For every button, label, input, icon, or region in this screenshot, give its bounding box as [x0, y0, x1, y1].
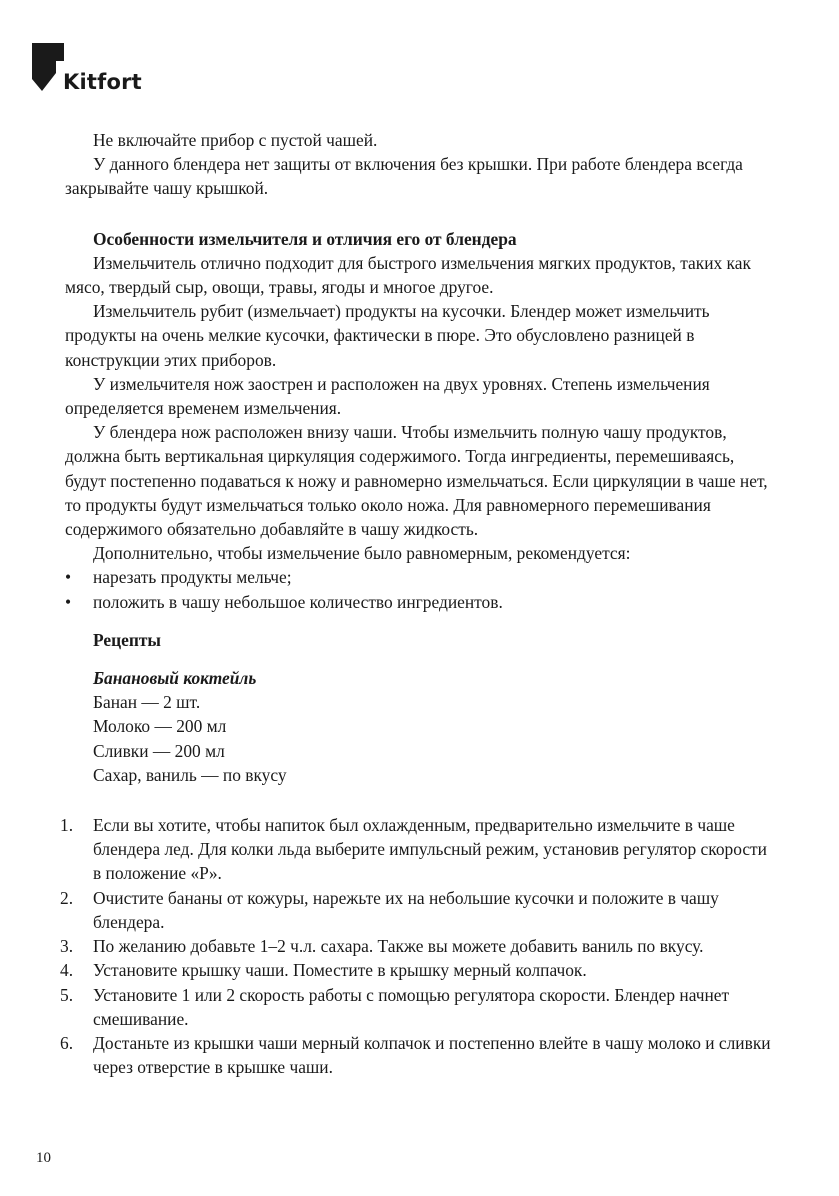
step-text: По желанию добавьте 1–2 ч.л. сахара. Также вы можете добавить ваниль по вкусу.: [93, 936, 704, 957]
step-number: 4.: [60, 960, 74, 981]
warning-paragraph: Не включайте прибор с пустой чашей.: [93, 130, 378, 150]
step-item: [60, 813, 777, 886]
body-paragraph: У блендера нож расположен внизу чаши. Чтобы измельчить полную чашу продуктов, должна быть вертикальная циркуляция содержимого. Тогда ингредиенты, перемешиваясь, будут постепенно подаваться к ножу и равномерно измельчаться. Если циркуляции в чаше нет, то продукты будут измельчаться только около ножа. Для равномерного перемешивания содержимого обязательно добавляйте в чашу жидкость.: [65, 422, 768, 540]
step-number: 1.: [60, 815, 74, 836]
step-item: [60, 958, 777, 982]
warning-paragraph: У данного блендера нет защиты от включения без крышки. При работе блендера всегда закрывайте чашу крышкой.: [65, 154, 743, 199]
recipes-heading: Рецепты: [93, 629, 161, 650]
step-item: [60, 1031, 777, 1079]
ingredient-item: Молоко — 200 мл: [93, 716, 227, 737]
step-number: 5.: [60, 984, 74, 1005]
ingredient-item: Сахар, ваниль — по вкусу: [93, 764, 287, 785]
body-paragraph: Измельчитель отлично подходит для быстрого измельчения мягких продуктов, таких как мясо, твердый сыр, овощи, травы, ягоды и многое другое.: [65, 252, 751, 298]
step-text: Если вы хотите, чтобы напиток был охлажденным, предварительно измельчите в чаше блендера лед. Для колки льда выберите импульсный режим, установив регулятор скорости в положение «P».: [93, 815, 767, 884]
list-item: [65, 565, 777, 589]
bullet-icon: •: [65, 567, 72, 588]
ingredients-list: [65, 690, 777, 787]
step-item: [60, 983, 777, 1031]
brand-logo: [32, 43, 172, 103]
step-text: Установите 1 или 2 скорость работы с помощью регулятора скорости. Блендер начнет смешивание.: [93, 984, 730, 1029]
list-item: [65, 590, 777, 614]
recipe-steps: [60, 813, 777, 1079]
step-item: [60, 934, 777, 958]
recommendation-list: [65, 565, 777, 613]
step-text: Очистите бананы от кожуры, нарежьте их на небольшие кусочки и положите в чашу блендера.: [93, 887, 719, 932]
body-paragraph: Измельчитель рубит (измельчает) продукты на кусочки. Блендер может измельчить продукты на очень мелкие кусочки, фактически в пюре. Это обусловлено разницей в конструкции этих приборов.: [65, 301, 710, 370]
step-item: [60, 886, 777, 934]
recipe-title: Банановый коктейль: [93, 668, 257, 689]
list-item-text: положить в чашу небольшое количество ингредиентов.: [93, 591, 503, 612]
body-paragraph: Дополнительно, чтобы измельчение было равномерным, рекомендуется:: [93, 543, 631, 564]
step-number: 2.: [60, 887, 74, 908]
list-item-text: нарезать продукты мельче;: [93, 567, 292, 588]
page-number: 10: [36, 1150, 51, 1166]
page-content: [60, 128, 777, 1079]
step-number: 6.: [60, 1032, 74, 1053]
body-paragraph: У измельчителя нож заострен и расположен на двух уровнях. Степень измельчения определяется временем измельчения.: [65, 373, 710, 419]
ingredient-item: Сливки — 200 мл: [93, 740, 225, 761]
step-number: 3.: [60, 936, 74, 957]
step-text: Достаньте из крышки чаши мерный колпачок и постепенно влейте в чашу молоко и сливки через отверстие в крышке чаши.: [93, 1032, 771, 1078]
section-heading: Особенности измельчителя и отличия его от блендера: [93, 228, 517, 249]
bullet-icon: •: [65, 591, 72, 612]
brand-name: Kitfort: [63, 70, 142, 94]
ingredient-item: Банан — 2 шт.: [93, 692, 201, 713]
step-text: Установите крышку чаши. Поместите в крышку мерный колпачок.: [93, 960, 587, 981]
